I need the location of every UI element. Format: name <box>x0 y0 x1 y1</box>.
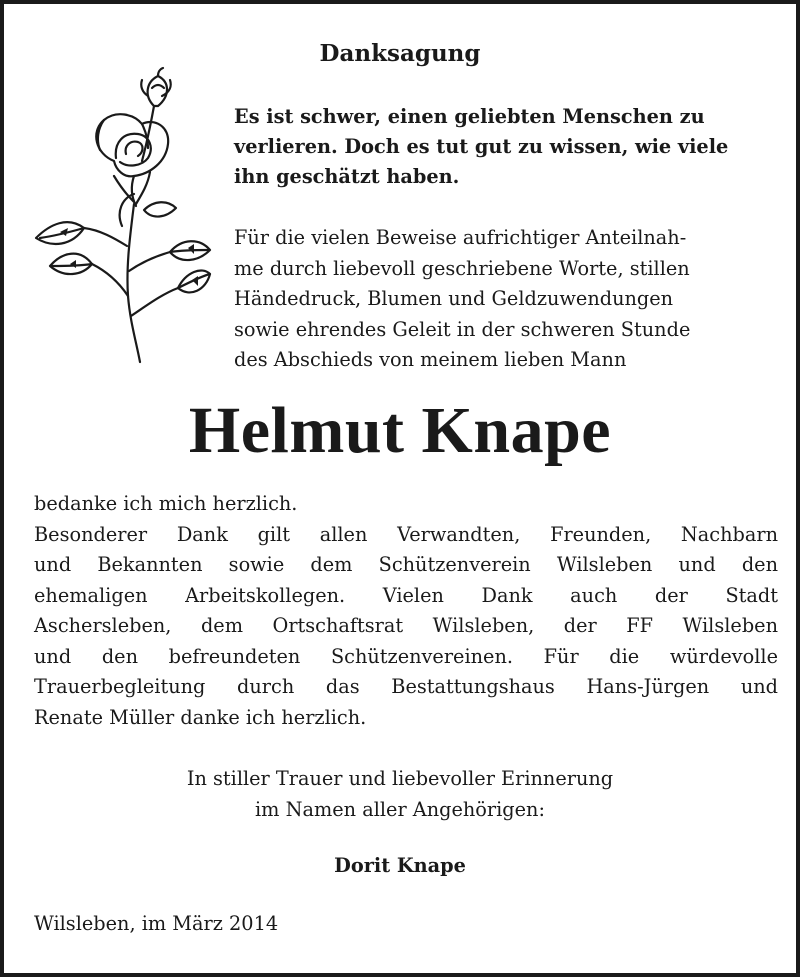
body-line: Aschersleben, dem Ortschaftsrat Wilsleben, der FF Wilsleben <box>34 614 778 637</box>
deceased-name: Helmut Knape <box>188 394 612 467</box>
intro-statement <box>234 102 778 192</box>
thanks-body <box>34 489 778 733</box>
thanks-line: Für die vielen Beweise aufrichtiger Anteilnah- <box>234 226 687 249</box>
thanks-line: sowie ehrendes Geleit in der schweren Stunde <box>234 317 691 341</box>
body-line: Trauerbegleitung durch das Bestattungshaus Hans-Jürgen und <box>34 675 778 698</box>
closing-line: im Namen aller Angehörigen: <box>255 797 545 821</box>
rose-icon <box>30 66 212 366</box>
closing-line: In stiller Trauer und liebevoller Erinnerung <box>186 767 614 790</box>
intro-line: verlieren. Doch es tut gut zu wissen, wie viele <box>234 135 729 158</box>
intro-line: Es ist schwer, einen geliebten Menschen zu <box>234 105 705 128</box>
thanks-line: Händedruck, Blumen und Geldzuwendungen <box>234 287 674 310</box>
thanks-introduction <box>234 223 778 376</box>
signature: Dorit Knape <box>334 854 466 877</box>
place-date: Wilsleben, im März 2014 <box>34 912 279 935</box>
body-line: und den befreundeten Schützenvereinen. Für die würdevolle <box>34 644 778 668</box>
body-line: Besonderer Dank gilt allen Verwandten, Freunden, Nachbarn <box>34 522 778 546</box>
thanks-line: des Abschieds von meinem lieben Mann <box>234 348 627 371</box>
body-line: und Bekannten sowie dem Schützenverein Wilsleben und den <box>34 553 778 576</box>
body-line: bedanke ich mich herzlich. <box>34 492 298 515</box>
closing-statement <box>4 764 796 825</box>
body-line: ehemaligen Arbeitskollegen. Vielen Dank auch der Stadt <box>34 583 778 607</box>
body-line: Renate Müller danke ich herzlich. <box>34 705 367 729</box>
thanks-line: me durch liebevoll geschriebene Worte, stillen <box>234 256 690 280</box>
notice-title: Danksagung <box>319 40 481 67</box>
intro-line: ihn geschätzt haben. <box>234 165 460 188</box>
